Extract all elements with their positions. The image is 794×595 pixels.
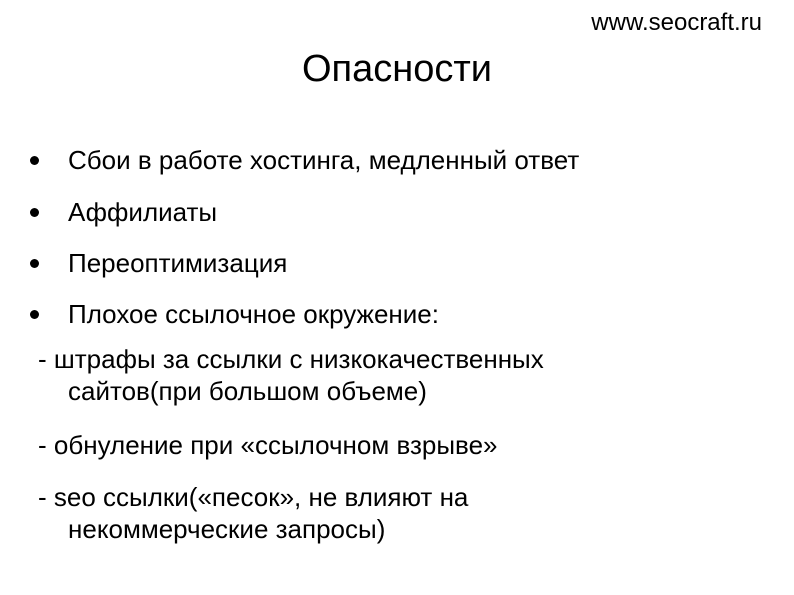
bullet-text: Переоптимизация (68, 248, 288, 278)
subitem-line: - seo ссылки(«песок», не влияют на (38, 482, 469, 512)
bullet-icon (30, 208, 39, 217)
subitem-line-continued: сайтов(при большом объеме) (68, 376, 427, 406)
site-url: www.seocraft.ru (591, 9, 762, 36)
bullet-icon (30, 259, 39, 268)
bullet-text: Плохое ссылочное окружение: (68, 299, 439, 329)
bullet-item (26, 297, 439, 331)
bullet-text: Сбои в работе хостинга, медленный ответ (68, 145, 580, 175)
subitem-line: - обнуление при «ссылочном взрыве» (38, 430, 498, 460)
subitem-penalties (38, 343, 544, 407)
subitem-line: - штрафы за ссылки с низкокачественных (38, 344, 544, 374)
bullet-text: Аффилиаты (68, 197, 218, 227)
bullet-item (26, 143, 580, 177)
subitem-seo-links (38, 481, 468, 545)
subitem-reset (38, 429, 498, 461)
bullet-icon (30, 310, 39, 319)
slide-title: Опасности (301, 48, 493, 90)
bullet-icon (30, 156, 39, 165)
subitem-line-continued: некоммерческие запросы) (68, 514, 386, 544)
bullet-item (26, 195, 218, 229)
bullet-item (26, 246, 288, 280)
